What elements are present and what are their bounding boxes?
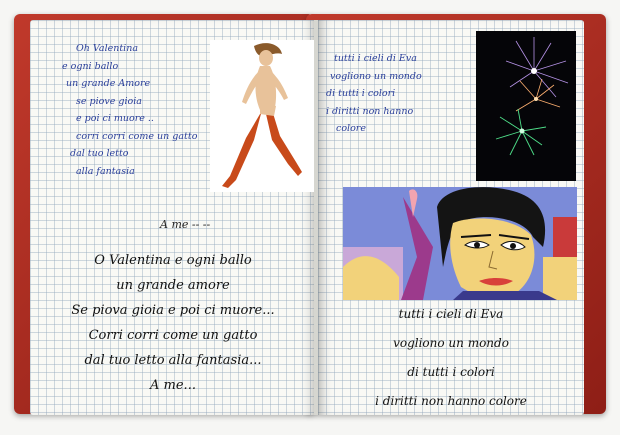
handwritten-line: e poi ci muore ..	[76, 113, 154, 124]
poem-line: vogliono un mondo	[393, 336, 509, 350]
poem-line: tutti i cieli di Eva	[398, 307, 504, 321]
left-handwritten-text	[62, 40, 197, 180]
handwritten-line: di tutti i colori	[326, 88, 396, 99]
handwritten-line: e ogni ballo	[62, 60, 119, 72]
poem-line: dal tuo letto alla fantasia...	[84, 353, 262, 368]
handwritten-line: alla fantasia	[76, 165, 135, 177]
handwritten-line: tutti i cieli di Eva	[334, 53, 417, 64]
poem-line: Se piova gioia e poi ci muore...	[71, 303, 275, 318]
poem-line: di tutti i colori	[407, 365, 495, 379]
poem-line: O Valentina e ogni ballo	[94, 253, 252, 268]
handwritten-line: se piove gioia	[76, 95, 142, 107]
right-handwritten-text	[326, 50, 422, 138]
handwritten-line: Oh Valentina	[76, 43, 138, 54]
pop-art-portrait	[343, 187, 577, 300]
handwritten-signature-line: A me -- --	[160, 218, 211, 231]
poem-line: A me...	[150, 378, 196, 393]
handwritten-line: corri corri come un gatto	[76, 130, 198, 142]
right-printed-poem	[322, 300, 580, 416]
handwritten-line: un grande Amore	[66, 78, 151, 89]
poem-line: un grande amore	[116, 278, 230, 293]
poem-line: Corri corri come un gatto	[88, 328, 258, 343]
handwritten-line: colore	[336, 123, 366, 134]
fireworks-photo	[476, 31, 576, 181]
handwritten-line: dal tuo letto	[70, 148, 129, 159]
handwritten-line: i diritti non hanno	[326, 105, 414, 117]
left-printed-poem	[30, 248, 316, 398]
poem-line: i diritti non hanno colore	[375, 394, 527, 408]
handwritten-line: vogliono un mondo	[330, 70, 422, 82]
running-woman-illustration	[210, 40, 314, 192]
